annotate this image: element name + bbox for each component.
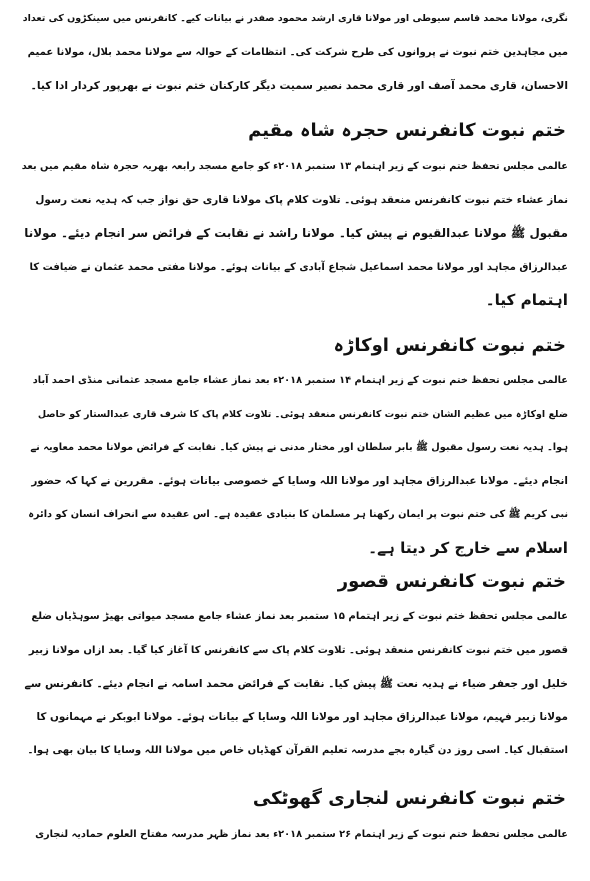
text-line: قصور میں ختم نبوت کانفرنس منعقد ہوئی۔ تلاوت کلام پاک سے کانفرنس کا آغاز کیا گیا۔ بعد ازاں مولانا زبیر (28, 644, 568, 656)
text-line: عالمی مجلس تحفظ ختم نبوت کے زیر اہتمام ۱۵ ستمبر بعد نماز عشاء جامع مسجد میواتی بھیڑ سوہڈیاں ضلع (31, 611, 568, 622)
text-line: مولانا زبیر فہیم، مولانا عبدالرزاق مجاہد اور مولانا اللہ وسایا کے بیانات ہوئے۔ مولانا ابوبکر نے مہمانوں کا (36, 710, 568, 723)
paragraph-intro (22, 2, 568, 103)
text-line: عبدالرزاق مجاہد اور مولانا محمد اسماعیل شجاع آبادی کے بیانات ہوئے۔ مولانا مفتی محمد عثمان نے ضیافت کا (29, 261, 568, 273)
section-heading-okara: ختم نبوت کانفرنس اوکاڑہ (333, 335, 566, 356)
text-line: اہتمام کیا۔ (485, 291, 568, 309)
section-heading-hujra-shah-muqeem: ختم نبوت کانفرنس حجرہ شاہ مقیم (248, 120, 566, 141)
text-line: نماز عشاء ختم نبوت کانفرنس منعقد ہوئی۔ تلاوت کلام پاک مولانا قاری حق نواز جب کہ ہدیہ نعت رسول (35, 193, 568, 206)
section-heading-kasur: ختم نبوت کانفرنس قصور (337, 571, 566, 592)
text-line: نگری، مولانا محمد قاسم سیوطی اور مولانا قاری ارشد محمود صفدر نے بیانات کیے۔ کانفرنس میں سینکڑوں کی تعداد (22, 13, 568, 24)
paragraph-lanjari-ghotki (22, 818, 568, 852)
paragraph-hujra-shah-muqeem (22, 150, 568, 318)
text-line: ضلع اوکاڑہ میں عظیم الشان ختم نبوت کانفرنس منعقد ہوئی۔ تلاوت کلام پاک کا شرف قاری عبدالستار کو حاصل (37, 408, 568, 420)
text-line: مقبول ﷺ مولانا عبدالقیوم نے پیش کیا۔ مولانا راشد نے نقابت کے فرائض سر انجام دیئے۔ مولانا (24, 226, 568, 240)
paragraph-kasur (22, 600, 568, 768)
section-heading-lanjari-ghotki: ختم نبوت کانفرنس لنجاری گھوٹکی (252, 788, 566, 809)
text-line: عالمی مجلس تحفظ ختم نبوت کے زیر اہتمام ۱۴ ستمبر ۲۰۱۸ء بعد نماز عشاء جامع مسجد عثمانی منڈی احمد آباد (32, 375, 568, 386)
text-line: عالمی مجلس تحفظ ختم نبوت کے زیر اہتمام ۲۶ ستمبر ۲۰۱۸ء بعد نماز ظہر مدرسہ مفتاح العلوم حمادیہ لنجاری (35, 829, 568, 840)
text-line: ہوا۔ ہدیہ نعت رسول مقبول ﷺ بابر سلطان اور مختار مدنی نے پیش کیا۔ نقابت کے فرائض مولانا محمد معاویہ نے (30, 442, 568, 453)
text-line: انجام دیئے۔ مولانا عبدالرزاق مجاہد اور مولانا اللہ وسایا کے خصوصی بیانات ہوئے۔ مقررین نے کہا کہ حضور (31, 474, 568, 487)
text-line: استقبال کیا۔ اسی روز دن گیارہ بجے مدرسہ تعلیم القرآن کھڈیاں خاص میں مولانا اللہ وسایا کا بیان بھی ہوا۔ (27, 745, 568, 756)
text-line: نبی کریم ﷺ کی ختم نبوت پر ایمان رکھنا ہر مسلمان کا بنیادی عقیدہ ہے۔ اس عقیدہ سے انحراف انسان کو دائرہ (28, 509, 568, 520)
text-line: عالمی مجلس تحفظ ختم نبوت کے زیر اہتمام ۱۳ ستمبر ۲۰۱۸ء کو جامع مسجد رابعہ بھریہ حجرہ شاہ مقیم میں بعد (21, 161, 568, 172)
text-line: اسلام سے خارج کر دیتا ہے۔ (368, 538, 568, 557)
paragraph-okara (22, 364, 568, 565)
text-line: الاحسان، قاری محمد آصف اور قاری محمد نصیر سمیت دیگر کارکنان ختم نبوت نے بھرپور کردار ادا کیا۔ (30, 79, 568, 92)
text-line: میں مجاہدین ختم نبوت نے پروانوں کی طرح شرکت کی۔ انتظامات کے حوالہ سے مولانا محمد بلال، مولانا عمیم (27, 46, 568, 58)
text-line: خلیل اور جعفر ضیاء نے ہدیہ نعت ﷺ پیش کیا۔ نقابت کے فرائض محمد اسامہ نے انجام دیئے۔ کانفرنس سے (24, 677, 568, 690)
